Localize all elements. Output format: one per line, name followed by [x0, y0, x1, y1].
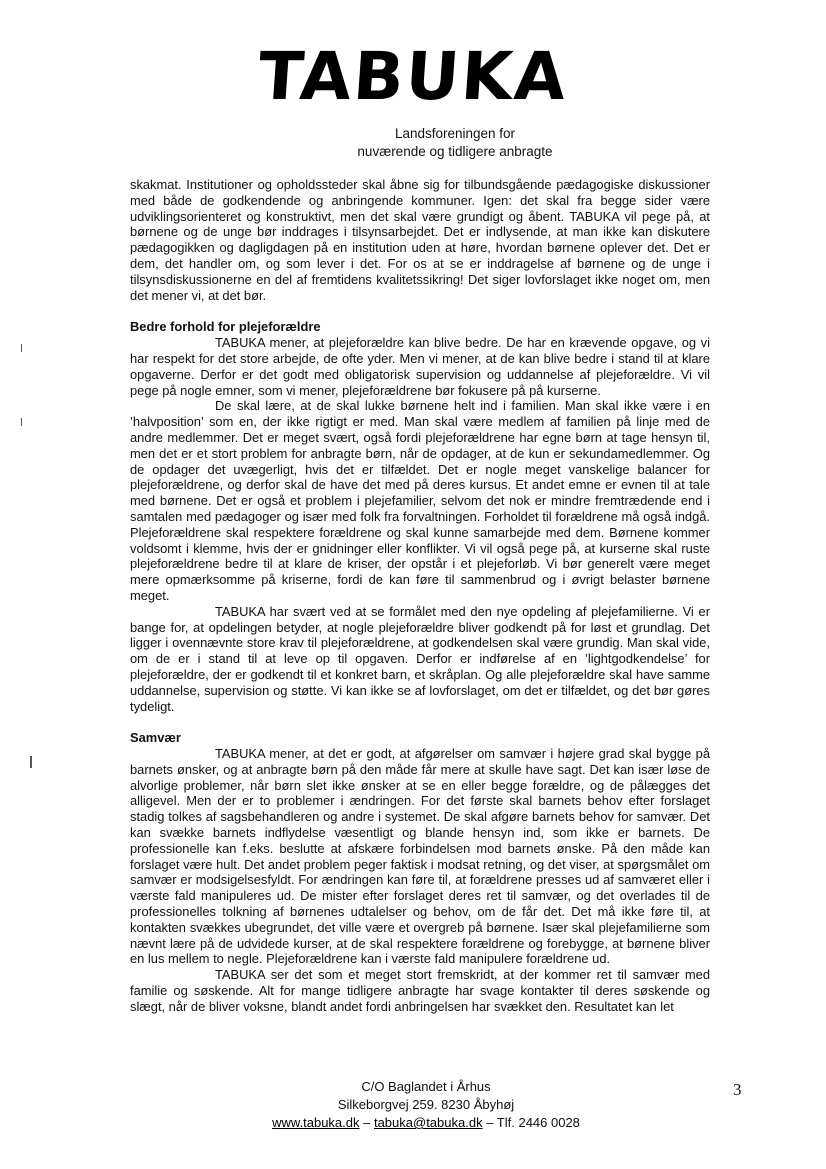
margin-mark-3: [30, 756, 32, 768]
footer: [0, 1078, 826, 1132]
tabuka-logo: TABUKA: [255, 38, 571, 115]
organization-subtitle: [0, 125, 826, 161]
footer-phone: – Tlf. 2446 0028: [482, 1115, 580, 1130]
section-heading-samvaer: Samvær: [130, 730, 181, 746]
footer-contact-line: [26, 1114, 826, 1132]
section-heading-plejeforaeldre: Bedre forhold for plejeforældre: [130, 319, 321, 335]
email-link[interactable]: tabuka@tabuka.dk: [373, 1115, 483, 1130]
subtitle-line-2: nuværende og tidligere anbragte: [357, 144, 553, 159]
paragraph-3: De skal lære, at de skal lukke børnene helt ind i familien. Man skal ikke være i en ’halvposition’ som en, der ikke rigtigt er med. Man skal være medlem af familien på linje med de andre medlemmer. Det er meget svært, også fordi plejeforældrene har egne børn at tage hensyn til, men det er et stort problem for anbragte børn, når de opdager, at de kun er sekundamedlemmer. Og de opdager det uvægerligt, hvis det er tilfældet. Det er nogle meget vanskelige balancer for plejeforældrene, og derfor skal de have det med på deres kursus. Et andet emne er evnen til at tale med børnene. Det er også et problem i plejefamilier, selvom det nok er mindre fremtrædende end i samtalen med pædagoger og især med folk fra forvaltningen. Forholdet til forældrene må også indgå. Plejeforældrene skal respektere forældrene og skal kunne samarbejde med dem. Børnene kommer voldsomt i klemme, hvis der er gnidninger eller konflikter. Vi vil også pege på, at kurserne skal ruste plejeforældrene bedre til at klare de kriser, der opstår i et plejeforløb. Vi bør generelt være meget mere opmærksomme på kriserne, fordi de kan føre til sammenbrud og i øvrigt belaster børnene meget.: [130, 398, 710, 603]
paragraph-6: TABUKA ser det som et meget stort fremskridt, at der kommer ret til samvær med familie og søskende. Alt for mange tidligere anbragte har svage kontakter til deres søskende og slægt, når de bliver voksne, blandt andet fordi anbringelsen har svækket den. Resultatet kan let: [130, 967, 710, 1014]
website-link[interactable]: www.tabuka.dk: [272, 1115, 360, 1130]
footer-separator: –: [359, 1115, 374, 1130]
paragraph-4: TABUKA har svært ved at se formålet med den nye opdeling af plejefamilierne. Vi er bange for, at opdelingen betyder, at nogle plejeforældre bliver godkendt på for løst et grundlag. Det ligger i ovennævnte store krav til plejeforældrene, at godkendelsen skal være grundig. Man skal vide, om de er i stand til at leve op til opgaven. Derfor er indførelse af en ’lightgodkendelse’ for plejeforældre, der er godkendt til et konkret barn, et skråplan. Og alle plejeforældre skal have samme uddannelse, supervision og støtte. Vi kan ikke se af lovforslaget, om det er tilfældet, og det bør gøres tydeligt.: [130, 603, 710, 714]
footer-address-line-2: Silkeborgvej 259. 8230 Åbyhøj: [337, 1097, 515, 1112]
footer-address-line-1: C/O Baglandet i Århus: [361, 1079, 491, 1094]
page-number: 3: [733, 1080, 742, 1099]
paragraph-5: TABUKA mener, at det er godt, at afgørelser om samvær i højere grad skal bygge på barnets ønsker, og at anbragte børn på den måde får mere at skulle have sagt. Det kan især løse de alvorlige problemer, når børn slet ikke ønsker at se en eller begge forældre, og de pålægges det alligevel. Men der er to problemer i ændringen. For det første skal barnets behov efter forslaget stadig tolkes af sagsbehandleren og andre i systemet. De skal afgøre barnets behov for samvær. Det kan svække barnets indflydelse væsentligt og blande hensyn ind, som ikke er barnets. De professionelle kan f.eks. beslutte at afskære forbindelsen mod barnets ønske. På den måde kan forslaget være hult. Det andet problem peger faktisk i modsat retning, og det viser, at spørgsmålet om samvær er modsigelsesfyldt. For ændringen kan føre til, at forældrene presses ud af samværet eller i værste fald manipuleres ud. De mister efter forslaget deres ret til samvær, og det overlades til de professionelles tolkning af børnenes udtalelser og behov, om de får det. Det må ikke føre til, at kontakten svækkes ubegrundet, det ville være et overgreb på børnene. Især skal plejefamilierne som nævnt lære på de udvidede kurser, at de skal respektere forældrene og forebygge, at børnene bliver en lus mellem to negle. Plejeforældrene kan i værste fald manipulere forældrene ud.: [130, 746, 710, 967]
paragraph-1: skakmat. Institutioner og opholdssteder skal åbne sig for tilbundsgående pædagogiske diskussioner med både de godkendende og anbringende kommuner. Igen: det skal fra begge sider være udviklingsorienteret og konstruktivt, men det skal være grundigt og åbent. TABUKA vil pege på, at børnene og de unge bør inddrages i tilsynsarbejdet. Det er indlysende, at man ikke kan diskutere pædagogikken og dagligdagen på en institution uden at høre, hvordan børnene oplever det. Det er dem, det handler om, og som lever i det. For os at se er inddragelse af børnene og de unge i tilsynsdiskussionerne en del af fremtidens kvalitetssikring! Det siger lovforslaget ikke noget om, men det mener vi, at det bør.: [130, 177, 710, 303]
paragraph-2: TABUKA mener, at plejeforældre kan blive bedre. De har en krævende opgave, og vi har respekt for det store arbejde, de ofte yder. Men vi mener, at de kan blive bedre i stand til at klare opgaverne. Derfor er det godt med obligatorisk supervision og uddannelse af plejeforældre. Vi vil pege på nogle emner, som vi mener, plejeforældrene bør fokusere på på kurserne.: [130, 335, 710, 398]
document-body: [130, 177, 710, 1015]
subtitle-line-1: Landsforeningen for: [394, 126, 516, 141]
margin-mark-1: [21, 344, 22, 352]
margin-mark-2: [21, 418, 22, 426]
